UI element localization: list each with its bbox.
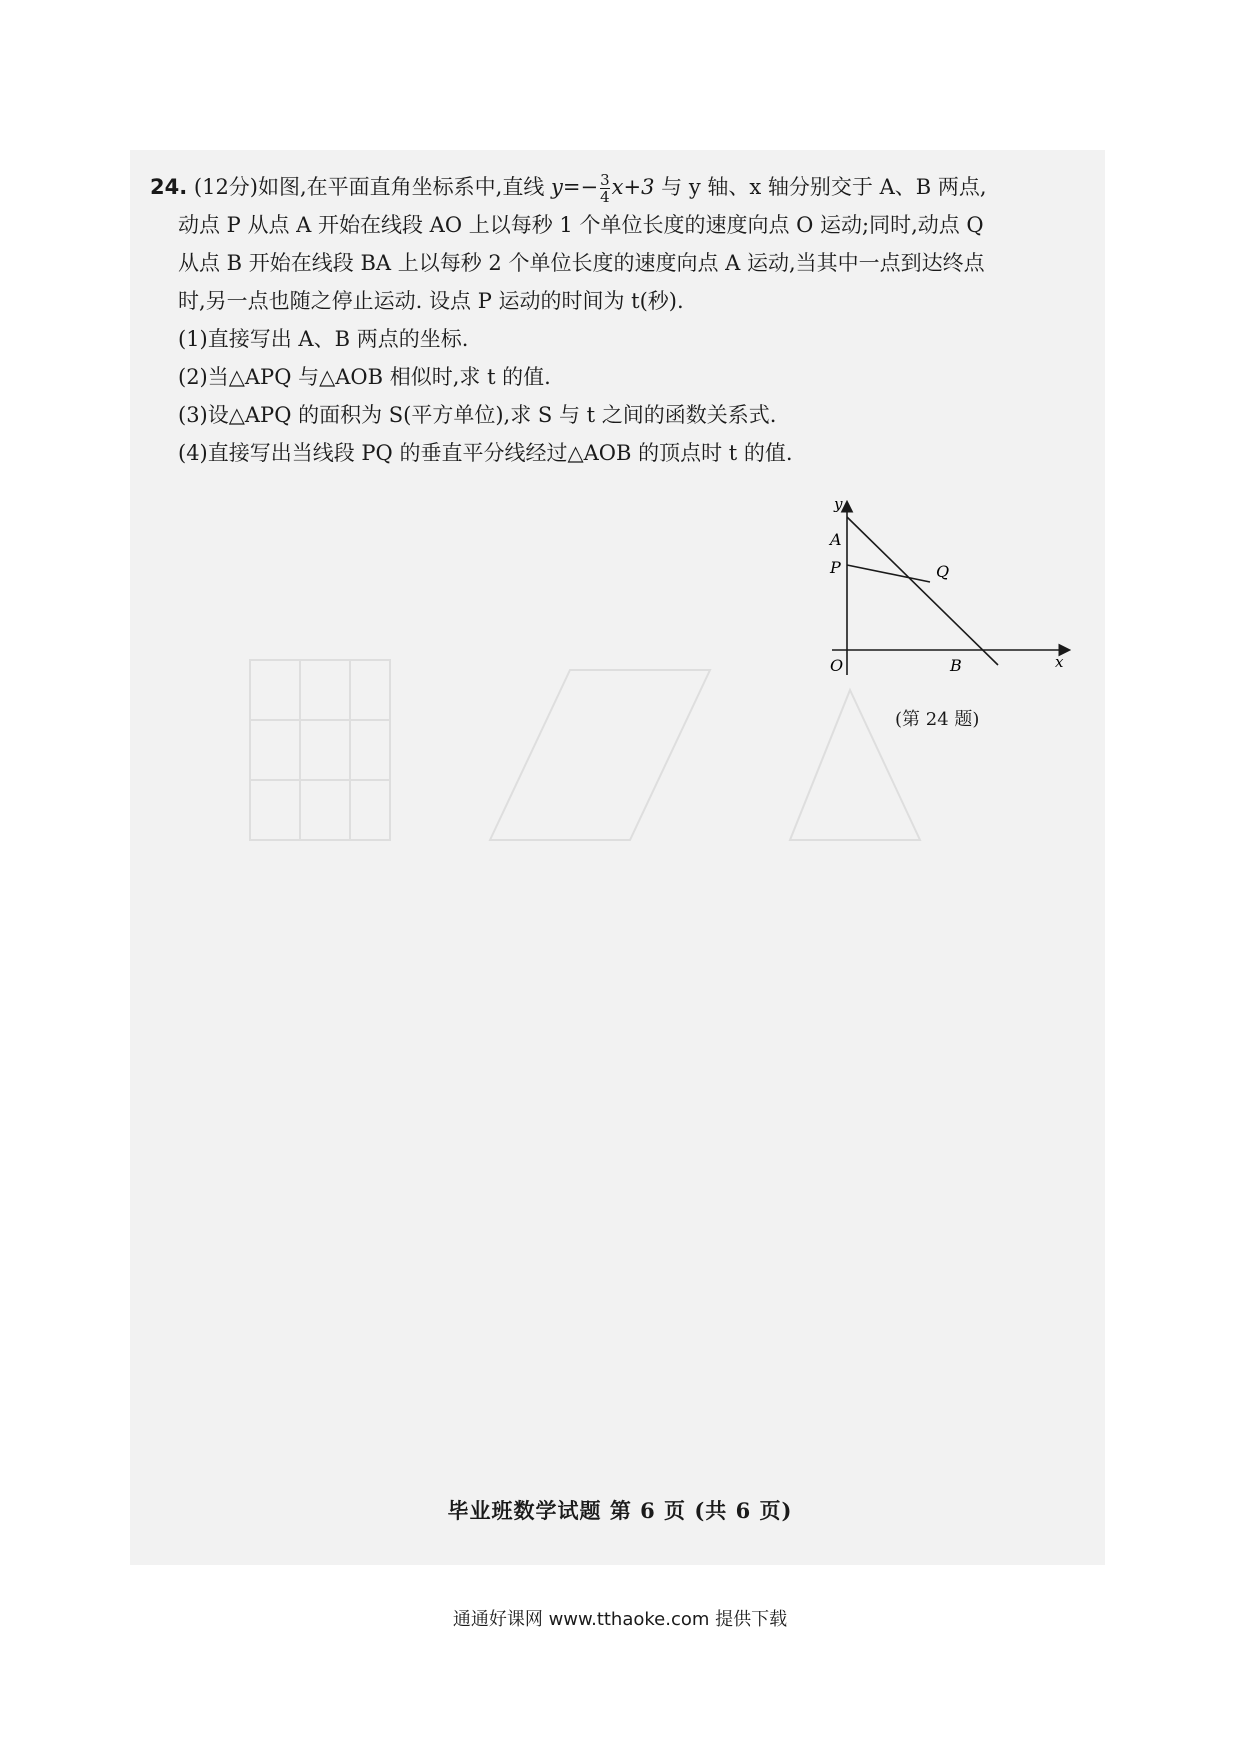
download-credit: 通通好课网 www.tthaoke.com 提供下载 [452, 1609, 788, 1630]
problem-line-1 [150, 168, 1080, 206]
problem-line-4: 时,另一点也随之停止运动. 设点 P 运动的时间为 t(秒). [178, 289, 684, 313]
question-2: (2)当△APQ 与△AOB 相似时,求 t 的值. [178, 365, 551, 389]
equation-fraction [600, 172, 610, 205]
problem-number: 24. [150, 175, 188, 199]
label-p: P [830, 558, 841, 577]
problem-line-2: 动点 P 从点 A 开始在线段 AO 上以每秒 1 个单位长度的速度向点 O 运动;同时,动点 Q [178, 213, 984, 237]
equation-rest: x+3 [611, 175, 655, 199]
fraction-denominator: 4 [600, 188, 610, 206]
line-ab [847, 517, 998, 665]
problem-24 [150, 168, 1080, 472]
segment-pq [847, 565, 930, 582]
label-b: B [950, 656, 962, 675]
question-3: (3)设△APQ 的面积为 S(平方单位),求 S 与 t 之间的函数关系式. [178, 403, 777, 427]
page-footer: 毕业班数学试题 第 6 页 (共 6 页) [447, 1498, 793, 1523]
equation-lhs: y [551, 175, 563, 199]
coordinate-figure [800, 495, 1080, 710]
problem-intro-end: 与 y 轴、x 轴分别交于 A、B 两点, [661, 175, 987, 199]
label-y: y [834, 495, 843, 513]
problem-intro: 如图,在平面直角坐标系中,直线 [258, 175, 545, 199]
label-o: O [830, 656, 844, 675]
problem-score: (12分) [193, 175, 258, 199]
question-1: (1)直接写出 A、B 两点的坐标. [178, 327, 469, 351]
label-q: Q [936, 562, 950, 581]
figure-caption: (第 24 题) [895, 709, 980, 730]
fraction-numerator: 3 [600, 171, 610, 189]
label-a: A [830, 530, 842, 549]
label-x: x [1055, 653, 1064, 671]
question-4: (4)直接写出当线段 PQ 的垂直平分线经过△AOB 的顶点时 t 的值. [178, 441, 793, 465]
equation-equals: =− [562, 175, 599, 199]
problem-line-3: 从点 B 开始在线段 BA 上以每秒 2 个单位长度的速度向点 A 运动,当其中一点到达终点 [178, 251, 985, 275]
